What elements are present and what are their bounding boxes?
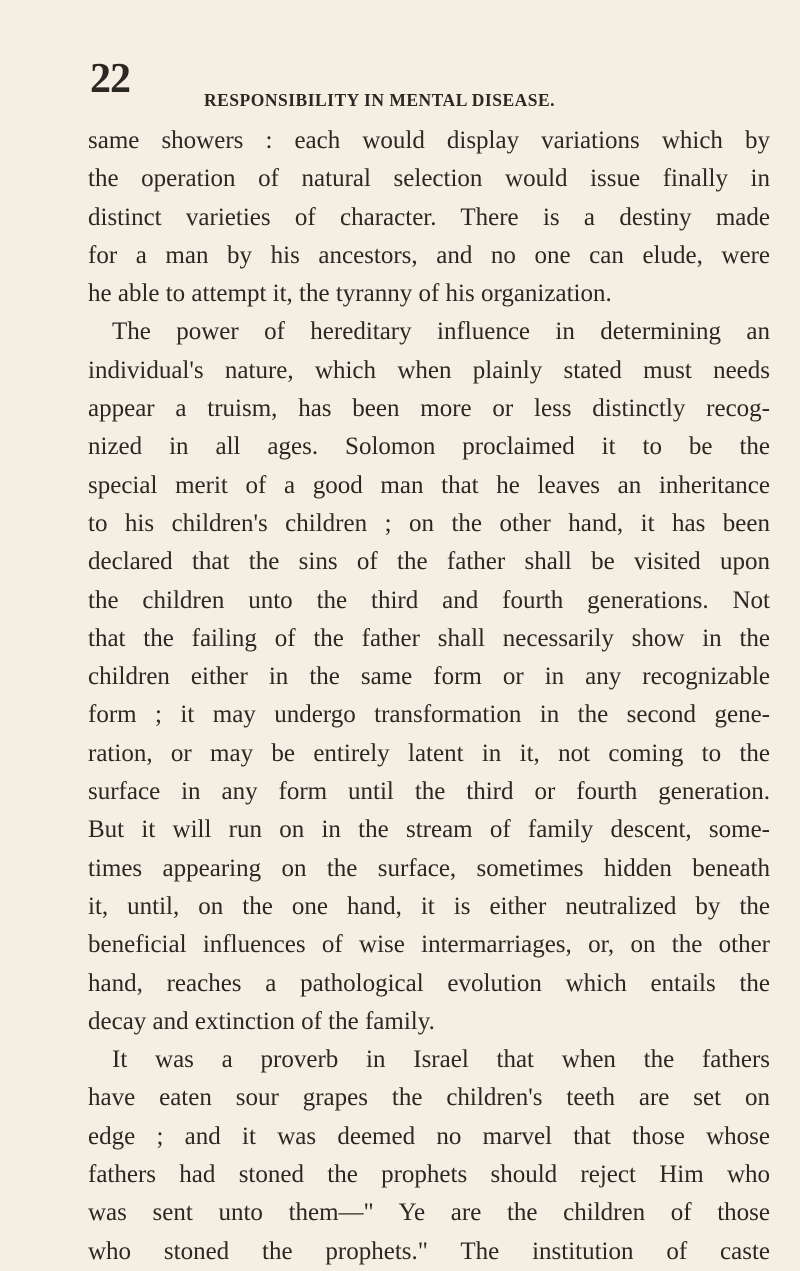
page-number: 22 <box>90 56 130 102</box>
paragraph-start-line: It was a proverb in Israel that when the fathers <box>112 1046 770 1074</box>
running-head <box>90 58 750 108</box>
text-line: ration, or may be entirely latent in it, not coming to the <box>88 739 770 767</box>
text-line: was sent unto them—" Ye are the children of those <box>88 1199 770 1227</box>
text-line: who stoned the prophets." The institution of caste <box>88 1237 770 1265</box>
text-line: same showers : each would display variations which by <box>88 127 770 154</box>
text-line: for a man by his ancestors, and no one can elude, were <box>88 241 770 269</box>
text-line: hand, reaches a pathological evolution which entails the <box>88 969 770 997</box>
text-line: he able to attempt it, the tyranny of his organization. <box>88 280 612 308</box>
text-line: times appearing on the surface, sometimes hidden beneath <box>88 854 770 882</box>
text-line: nized in all ages. Solomon proclaimed it to be the <box>88 433 770 461</box>
text-line: special merit of a good man that he leaves an inheritance <box>88 471 770 499</box>
text-line: form ; it may undergo transformation in the second gene- <box>88 701 770 729</box>
text-line: children either in the same form or in any recognizable <box>88 663 770 691</box>
text-line: it, until, on the one hand, it is either neutralized by the <box>88 892 770 920</box>
text-line: But it will run on in the stream of family descent, some- <box>88 816 770 844</box>
running-head-title: RESPONSIBILITY IN MENTAL DISEASE. <box>204 90 556 110</box>
text-line: declared that the sins of the father shall be visited upon <box>88 548 770 576</box>
text-line: individual's nature, which when plainly stated must needs <box>88 356 770 384</box>
text-line: to his children's children ; on the other hand, it has been <box>88 509 770 537</box>
text-line: that the failing of the father shall necessarily show in the <box>88 624 770 652</box>
text-line: decay and extinction of the family. <box>88 1007 435 1035</box>
text-line: distinct varieties of character. There is a destiny made <box>88 203 770 231</box>
text-line: fathers had stoned the prophets should reject Him who <box>88 1161 770 1189</box>
body-text <box>88 122 770 1271</box>
text-line: appear a truism, has been more or less distinctly recog- <box>88 395 770 423</box>
text-line: surface in any form until the third or fourth generation. <box>88 778 770 806</box>
text-line: beneficial influences of wise intermarriages, or, on the other <box>88 931 770 959</box>
paragraph-start-line: The power of hereditary influence in determining an <box>112 318 770 346</box>
text-line: the children unto the third and fourth generations. Not <box>88 586 770 614</box>
text-line: edge ; and it was deemed no marvel that those whose <box>88 1122 770 1150</box>
text-line: have eaten sour grapes the children's teeth are set on <box>88 1084 770 1112</box>
text-line: the operation of natural selection would issue finally in <box>88 165 770 193</box>
